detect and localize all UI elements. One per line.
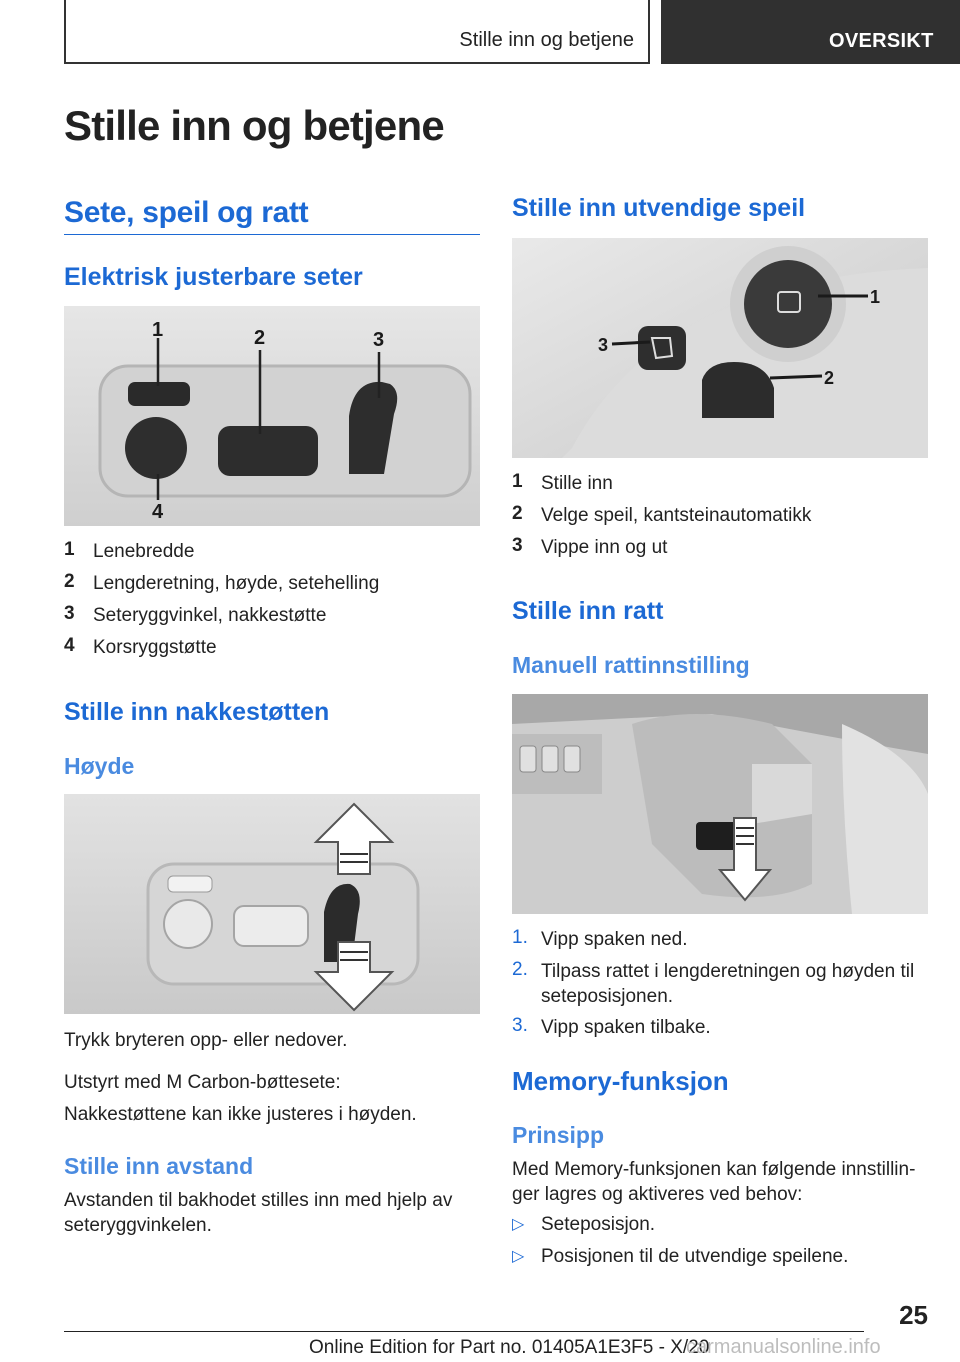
heading-wheel: Stille inn ratt — [512, 597, 664, 625]
fig1-label-3: 3 — [373, 329, 385, 351]
list-item: 3 Seteryggvinkel, nakkestøtte — [64, 603, 327, 626]
heading-manual-wheel: Manuell rattinnstilling — [512, 652, 750, 678]
bullet-item: ▷ Seteposisjon. — [512, 1214, 656, 1235]
heading-distance: Stille inn avstand — [64, 1153, 254, 1179]
heading-seats-mirrors: Sete, speil og ratt — [64, 196, 309, 229]
heading-height: Høyde — [64, 753, 135, 779]
bullet-item: ▷ Posisjonen til de utvendige speilene. — [512, 1246, 849, 1267]
footer-rule — [64, 1331, 864, 1332]
page-title: Stille inn og betjene — [64, 102, 444, 149]
mirror-controls-figure — [512, 238, 928, 458]
seat-controls-figure — [64, 306, 480, 526]
height-instruction: Trykk bryteren opp- eller nedover. — [64, 1030, 348, 1051]
header-section-box — [64, 0, 650, 64]
step-item: 2. Tilpass rattet i lengderetningen og høyden til seteposisjonen. — [512, 959, 915, 1007]
carbon-seat-note-detail: Nakkestøttene kan ikke justeres i høyden. — [64, 1104, 417, 1125]
steering-lever-figure — [512, 694, 928, 914]
list-item: 3 Vippe inn og ut — [512, 535, 668, 558]
heading-memory: Memory-funksjon — [512, 1066, 729, 1096]
fig1-label-2: 2 — [254, 327, 266, 349]
list-item: 2 Velge speil, kantsteinautomatikk — [512, 503, 812, 526]
principle-text: Med Memory-funksjonen kan følgende innstillin-ger lagres og aktiveres ved behov: — [512, 1159, 916, 1205]
header-tab-overview[interactable] — [661, 0, 960, 64]
fig1-label-1: 1 — [152, 319, 164, 341]
list-item: 1 Stille inn — [512, 471, 613, 494]
page-number: 25 — [899, 1300, 928, 1330]
fig3-label-1: 1 — [870, 287, 881, 307]
distance-text: Avstanden til bakhodet stilles inn med hjelp av seteryggvinkelen. — [64, 1190, 453, 1236]
fig3-label-2: 2 — [824, 368, 835, 388]
carbon-seat-note: Utstyrt med M Carbon-bøttesete: — [64, 1072, 341, 1093]
list-item: 1 Lenebredde — [64, 539, 195, 562]
fig3-label-3: 3 — [598, 335, 609, 355]
header-section-title: Stille inn og betjene — [459, 29, 634, 51]
list-item: 4 Korsryggstøtte — [64, 635, 217, 658]
heading-electric-seats: Elektrisk justerbare seter — [64, 263, 363, 291]
fig1-label-4: 4 — [152, 501, 164, 523]
header-tab-label: OVERSIKT — [829, 30, 934, 52]
footer-watermark: carmanualsonline.info — [686, 1336, 881, 1358]
headrest-switch-figure — [64, 794, 480, 1014]
step-item: 3. Vipp spaken tilbake. — [512, 1015, 711, 1038]
heading-mirrors: Stille inn utvendige speil — [512, 194, 806, 222]
heading-rule — [64, 234, 480, 235]
step-item: 1. Vipp spaken ned. — [512, 927, 688, 950]
list-item: 2 Lengderetning, høyde, setehelling — [64, 571, 380, 594]
heading-principle: Prinsipp — [512, 1122, 605, 1148]
footer-edition: Online Edition for Part no. 01405A1E3F5 - X/20 — [309, 1337, 710, 1358]
heading-headrest: Stille inn nakkestøtten — [64, 698, 330, 726]
